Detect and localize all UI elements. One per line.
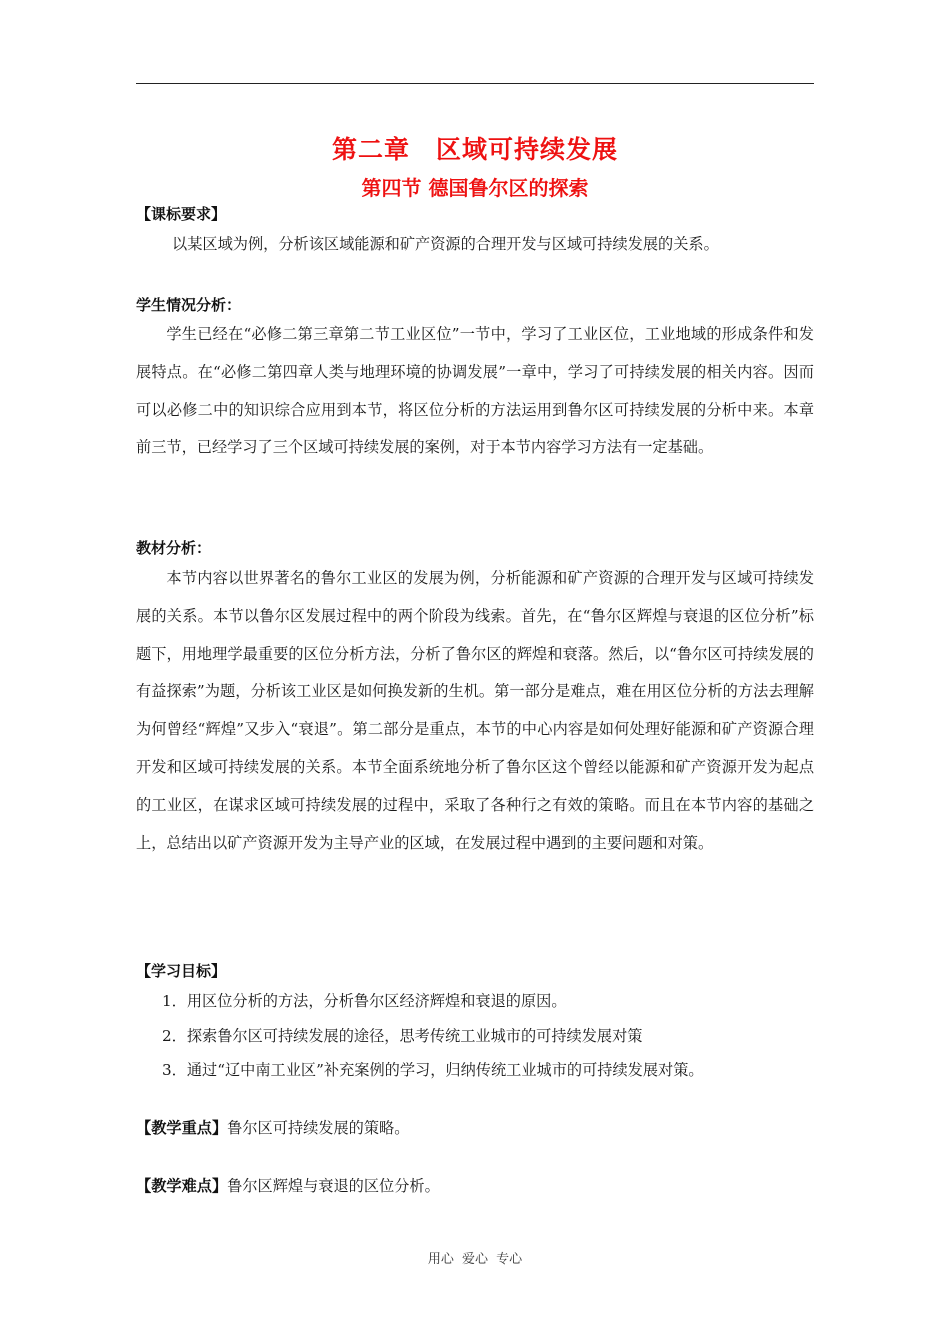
key-point-text: 鲁尔区可持续发展的策略。 <box>227 1119 410 1137</box>
curriculum-heading: 【课标要求】 <box>136 205 227 223</box>
key-point-tag: 【教学重点】 <box>136 1119 228 1137</box>
material-analysis-text: 本节内容以世界著名的鲁尔工业区的发展为例，分析能源和矿产资源的合理开发与区域可持续发展的关系。本节以鲁尔区发展过程中的两个阶段为线索。首先，在“鲁尔区辉煌与衰退的区位分析”标题下，用地理学最重要的区位分析方法，分析了鲁尔区的辉煌和衰落。然后，以“鲁尔区可持续发展的有益探索”为题，分析该工业区是如何换发新的生机。第一部分是难点，难在用区位分析的方法去理解为何曾经“辉煌”又步入“衰退”。第二部分是重点，本节的中心内容是如何处理好能源和矿产资源合理开发和区域可持续发展的关系。本节全面系统地分析了鲁尔区这个曾经以能源和矿产资源开发为起点的工业区，在谋求区域可持续发展的过程中，采取了各种行之有效的策略。而且在本节内容的基础之上，总结出以矿产资源开发为主导产业的区域，在发展过程中遇到的主要问题和对策。 <box>136 569 814 852</box>
learning-goal-item: 1．用区位分析的方法，分析鲁尔区经济辉煌和衰退的原因。 <box>162 992 567 1010</box>
difficult-point-tag: 【教学难点】 <box>136 1177 228 1195</box>
learning-goal-item: 3．通过“辽中南工业区”补充案例的学习，归纳传统工业城市的可持续发展对策。 <box>162 1061 704 1079</box>
material-analysis-heading: 教材分析： <box>136 539 212 557</box>
section-title: 第四节 德国鲁尔区的探索 <box>361 176 589 200</box>
difficult-point-row <box>136 1175 440 1196</box>
learning-goals-heading: 【学习目标】 <box>136 962 227 980</box>
curriculum-text: 以某区域为例，分析该区域能源和矿产资源的合理开发与区域可持续发展的关系。 <box>172 235 719 253</box>
key-point-row <box>136 1117 409 1138</box>
student-analysis-heading: 学生情况分析： <box>136 296 242 314</box>
page-footer: 用心 爱心 专心 <box>427 1252 523 1267</box>
difficult-point-text: 鲁尔区辉煌与衰退的区位分析。 <box>227 1177 440 1195</box>
header-rule <box>136 83 814 84</box>
student-analysis-text: 学生已经在“必修二第三章第二节工业区位”一节中，学习了工业区位，工业地域的形成条件和发展特点。在“必修二第四章人类与地理环境的协调发展”一章中，学习了可持续发展的相关内容。因而可以必修二中的知识综合应用到本节，将区位分析的方法运用到鲁尔区可持续发展的分析中来。本章前三节，已经学习了三个区域可持续发展的案例，对于本节内容学习方法有一定基础。 <box>136 325 814 457</box>
chapter-title: 第二章 区域可持续发展 <box>331 135 618 164</box>
learning-goal-item: 2．探索鲁尔区可持续发展的途径，思考传统工业城市的可持续发展对策 <box>162 1027 643 1045</box>
